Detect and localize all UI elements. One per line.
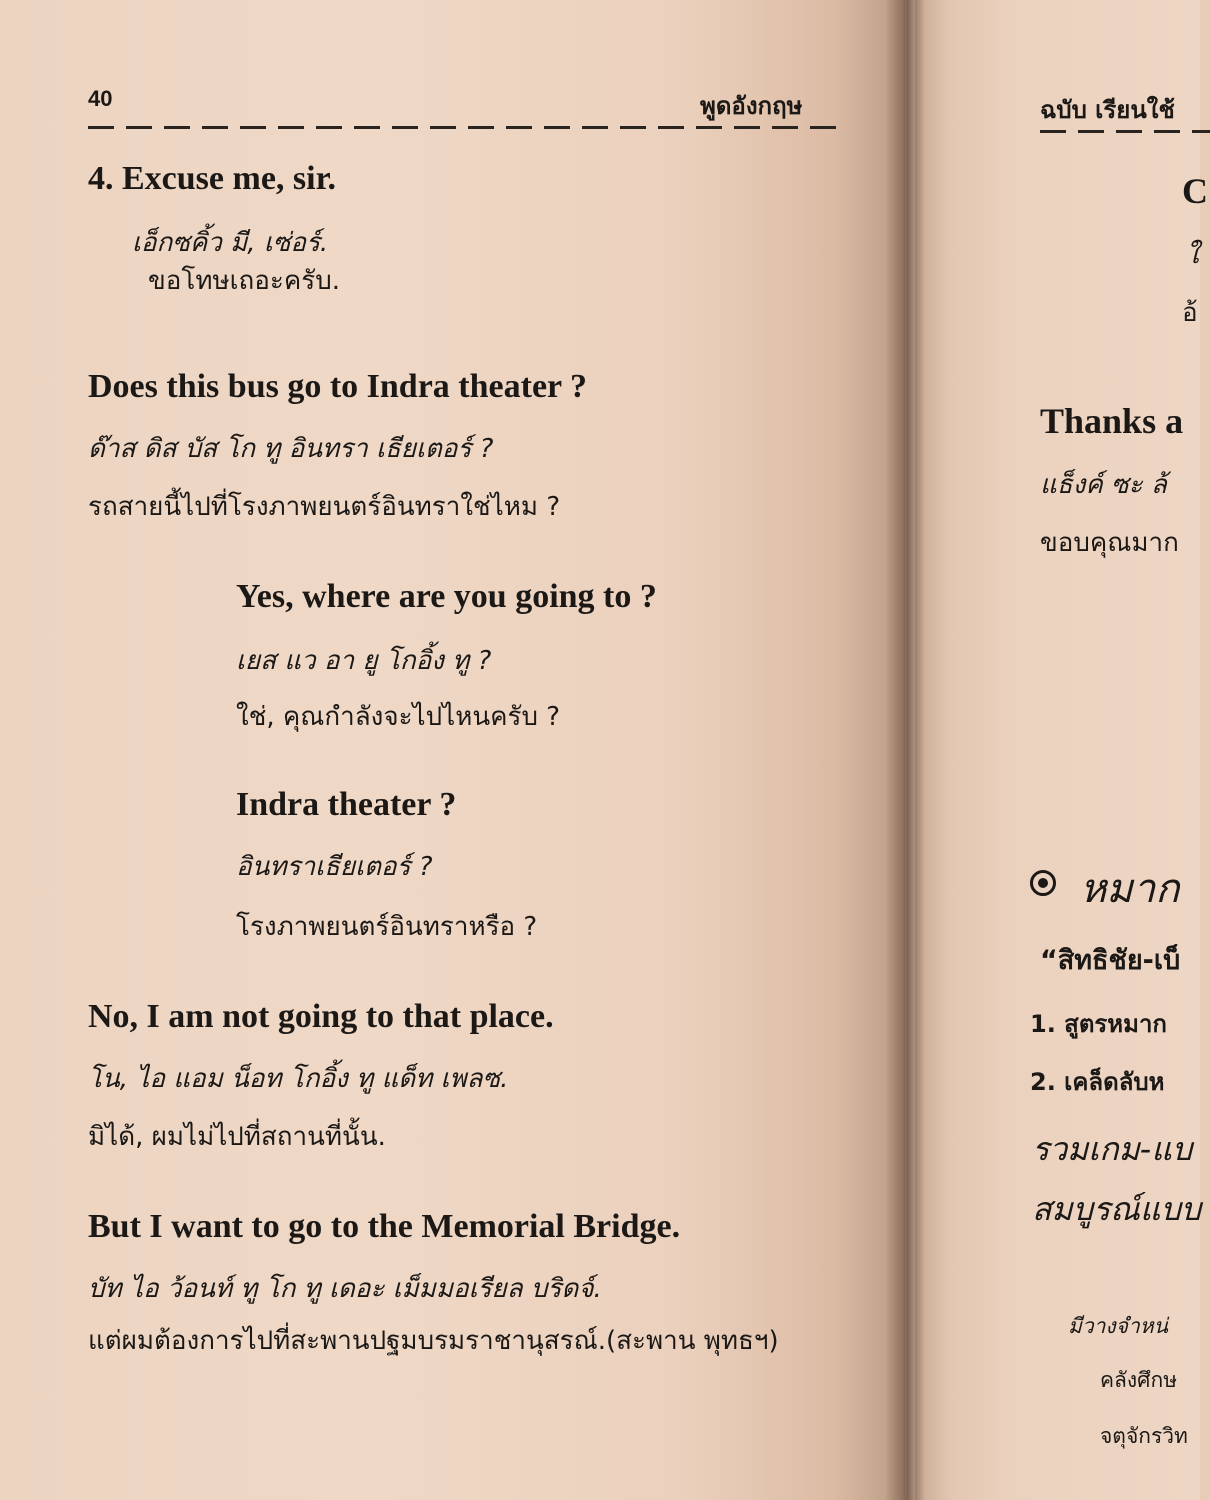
- entry-transliteration: อินทราเธียเตอร์ ?: [236, 852, 433, 882]
- right-thanks-english: Thanks a: [1040, 401, 1184, 441]
- running-title: พูดอังกฤษ: [700, 92, 803, 120]
- entry-english: No, I am not going to that place.: [88, 998, 554, 1035]
- right-section-heading: หมาก: [1080, 866, 1180, 912]
- entry-thai: ขอโทษเถอะครับ.: [148, 266, 340, 296]
- right-list-item: 1. สูตรหมาก: [1030, 1010, 1167, 1038]
- book-gutter: [885, 0, 925, 1500]
- entry-english: Yes, where are you going to ?: [236, 578, 657, 615]
- entry-thai: โรงภาพยนตร์อินทราหรือ ?: [236, 912, 538, 942]
- entry-english: Does this bus go to Indra theater ?: [88, 368, 588, 405]
- entry-transliteration: ด๊าส ดิส บัส โก ทู อินทรา เธียเตอร์ ?: [88, 434, 494, 464]
- entry-transliteration: เยส แว อา ยู โกอิ้ง ทู ?: [236, 646, 492, 676]
- right-store: คลังศึกษ: [1100, 1368, 1178, 1392]
- entry-english: Indra theater ?: [236, 786, 457, 823]
- entry-thai: ใช่, คุณกำลังจะไปไหนครับ ?: [236, 702, 561, 732]
- right-page-header: ฉบับ เรียนใช้: [1040, 96, 1175, 124]
- right-store: จตุจักรวิท: [1100, 1424, 1188, 1448]
- entry-transliteration: โน, ไอ แอม น็อท โกอิ้ง ทู แด็ท เพลซ.: [88, 1064, 509, 1094]
- right-thanks-thai: ขอบคุณมาก: [1040, 528, 1179, 558]
- right-thanks-transliteration: แธ็งค์ ซะ ล้: [1040, 470, 1167, 500]
- right-fragment-th: อ้: [1182, 298, 1198, 328]
- entry-thai: รถสายนี้ไปที่โรงภาพยนตร์อินทราใช่ไหม ?: [88, 492, 561, 522]
- right-fragment-en: C: [1182, 171, 1208, 211]
- entry-transliteration: เอ็กซคิ้ว มี, เซ่อร์.: [132, 228, 329, 258]
- entry-thai: มิได้, ผมไม่ไปที่สถานที่นั้น.: [88, 1122, 386, 1152]
- entry-transliteration: บัท ไอ ว้อนท์ ทู โก ทู เดอะ เม็มมอเรียล บริดจ์.: [88, 1274, 602, 1304]
- bullet-icon: [1030, 870, 1056, 896]
- right-book-title: “สิทธิชัย-เบ็: [1040, 945, 1181, 976]
- right-italic-line: สมบูรณ์แบบ: [1032, 1190, 1202, 1228]
- page-number: 40: [88, 86, 113, 111]
- right-header-rule: [1040, 130, 1210, 133]
- right-list-item: 2. เคล็ดลับห: [1030, 1068, 1165, 1096]
- entry-thai: แต่ผมต้องการไปที่สะพานปฐมบรมราชานุสรณ์.(สะพาน พุทธฯ): [88, 1326, 779, 1356]
- right-page: [915, 0, 1200, 1500]
- right-availability: มีวางจำหน่: [1068, 1314, 1168, 1338]
- right-italic-line: รวมเกม-แบ: [1032, 1130, 1193, 1168]
- entry-english: 4. Excuse me, sir.: [88, 160, 337, 197]
- header-rule: [88, 126, 840, 129]
- entry-english: But I want to go to the Memorial Bridge.: [88, 1208, 681, 1245]
- right-fragment-th: ใ: [1186, 240, 1199, 270]
